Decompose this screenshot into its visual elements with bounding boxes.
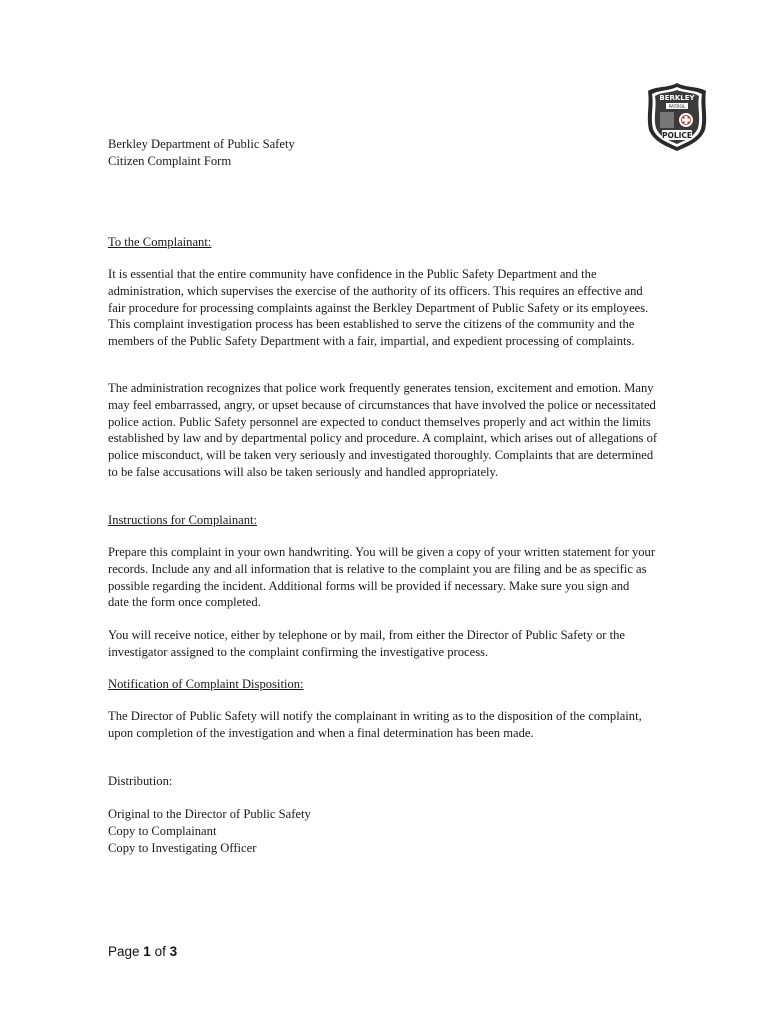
paragraph-line: Prepare this complaint in your own handwriting. You will be given a copy of your written statement for your xyxy=(108,545,656,559)
to-complainant-paragraph-2 xyxy=(108,380,720,481)
page-footer xyxy=(108,944,177,959)
instructions-paragraph-1 xyxy=(108,544,720,611)
of-label: of xyxy=(154,944,166,959)
list-item: Copy to Complainant xyxy=(108,823,217,838)
paragraph-line: It is essential that the entire community have confidence in the Public Safety Department and the xyxy=(108,267,597,281)
distribution-list xyxy=(108,806,720,856)
paragraph-line: police misconduct, will be taken very seriously and investigated thoroughly. Complaints that are determined xyxy=(108,448,654,463)
paragraph-line: fair procedure for processing complaints against the Berkley Department of Public Safety or its employees. xyxy=(108,300,649,315)
paragraph-line: You will receive notice, either by telephone or by mail, from either the Director of Public Safety or the xyxy=(108,628,626,642)
instructions-paragraph-2 xyxy=(108,627,720,661)
badge-mid-text: PATROL xyxy=(668,105,686,110)
paragraph-line: established by law and by departmental policy and procedure. A complaint, which arises out of allegations of xyxy=(108,431,658,446)
badge-bottom-text: POLICE xyxy=(661,131,693,140)
paragraph-line: records. Include any and all information that is relative to the complaint you are filing and be as specific as xyxy=(108,561,647,576)
paragraph-line: investigator assigned to the complaint confirming the investigative process. xyxy=(108,644,489,659)
page-label: Page xyxy=(108,944,140,959)
notification-heading: Notification of Complaint Disposition: xyxy=(108,677,304,691)
list-item: Copy to Investigating Officer xyxy=(108,840,257,855)
distribution-heading: Distribution: xyxy=(108,774,173,788)
to-complainant-paragraph-1 xyxy=(108,266,720,350)
paragraph-line: This complaint investigation process has been established to serve the citizens of the community and the xyxy=(108,317,635,332)
to-complainant-heading: To the Complainant: xyxy=(108,235,212,249)
badge-top-text: BERKLEY xyxy=(659,94,695,102)
paragraph-line: administration, which supervises the exercise of the authority of its officers. This requires an effective and xyxy=(108,283,643,298)
paragraph-line: upon completion of the investigation and when a final determination has been made. xyxy=(108,725,534,740)
form-title: Citizen Complaint Form xyxy=(108,153,232,168)
list-item: Original to the Director of Public Safety xyxy=(108,807,311,821)
notification-paragraph xyxy=(108,708,720,742)
paragraph-line: The Director of Public Safety will notify the complainant in writing as to the disposition of the complaint, xyxy=(108,709,642,723)
paragraph-line: date the form once completed. xyxy=(108,595,261,610)
paragraph-line: police action. Public Safety personnel are expected to conduct themselves properly and act within the limits xyxy=(108,414,651,429)
paragraph-line: members of the Public Safety Department with a fair, impartial, and expedient processing of complaints. xyxy=(108,334,635,349)
total-pages-number: 3 xyxy=(169,944,178,959)
current-page-number: 1 xyxy=(143,944,151,959)
paragraph-line: may feel embarrassed, angry, or upset because of circumstances that have involved the police or necessitated xyxy=(108,397,656,412)
org-name: Berkley Department of Public Safety xyxy=(108,137,295,151)
paragraph-line: to be false accusations will also be taken seriously and handled appropriately. xyxy=(108,464,499,479)
paragraph-line: The administration recognizes that police work frequently generates tension, excitement and emotion. Many xyxy=(108,381,654,395)
instructions-heading: Instructions for Complainant: xyxy=(108,513,258,527)
document-header xyxy=(108,136,720,170)
paragraph-line: possible regarding the incident. Additional forms will be provided if necessary. Make sure you sign and xyxy=(108,578,630,593)
